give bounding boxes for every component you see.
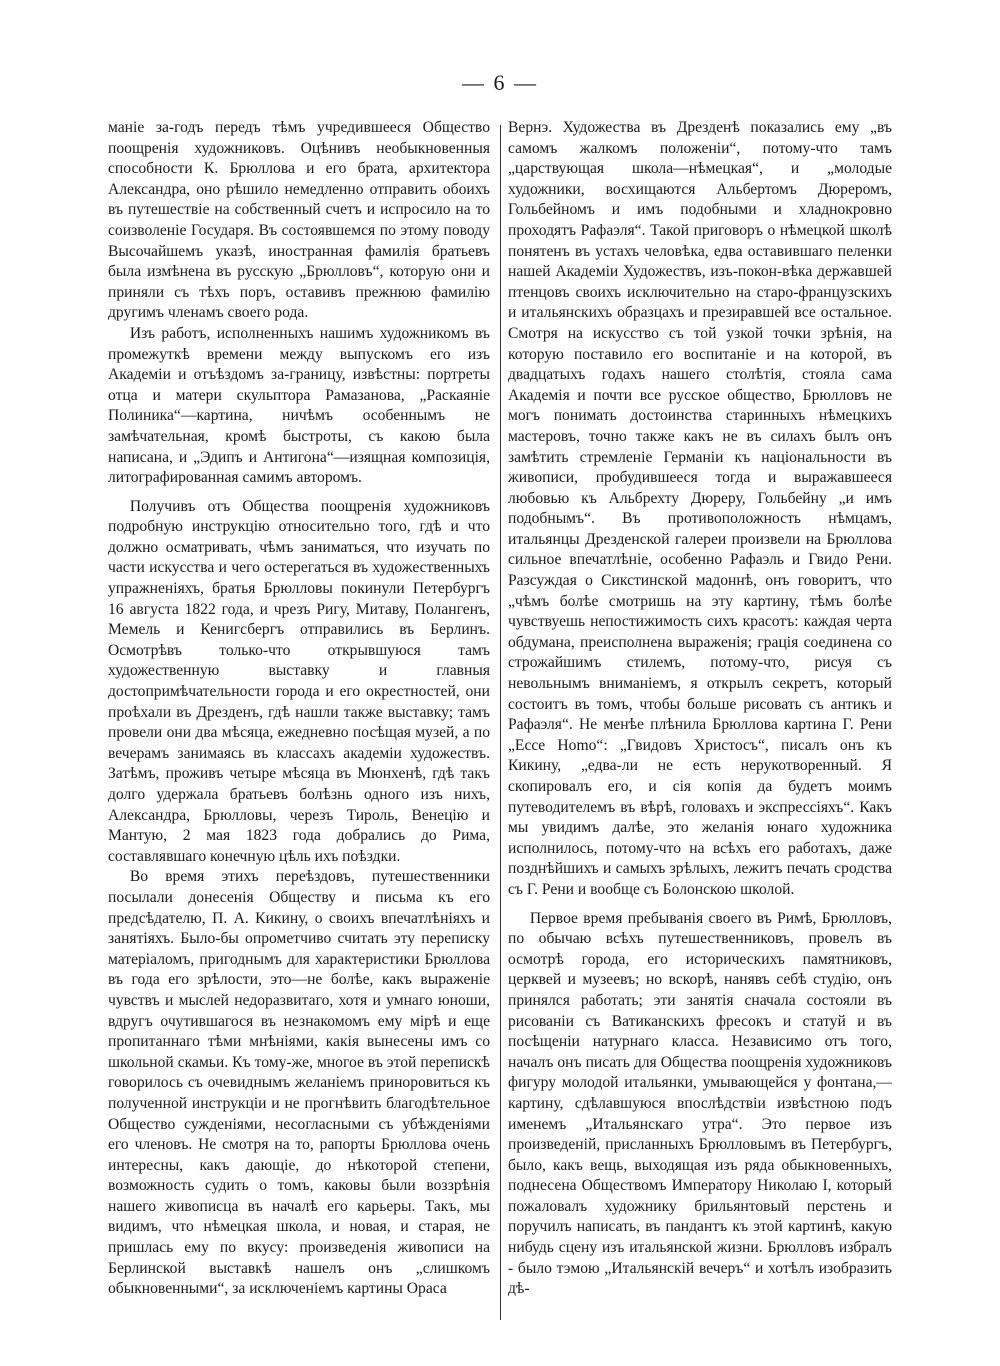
- page-number: — 6 —: [462, 70, 538, 95]
- left-paragraph-4: Во время этихъ переѣздовъ, путешественники посылали донесенія Обществу и письма къ его предсѣдателю, П. А. Кикину, о своихъ впечатлѣніяхъ и занятіяхъ. Было-бы опрометчиво считать эту переписку матеріаломъ, пригоднымъ для характеристики Брюллова въ года его зрѣлости, это—не болѣе, какъ выраженіе чувствъ и мыслей недоразвитаго, хотя и умнаго юноши, вдругъ очутившагося въ незнакомомъ ему мірѣ и еще пропитаннаго тѣми мнѣніями, какія вынесены имъ со школьной скамьи. Къ тому-же, многое въ этой перепискѣ говорилось съ очевиднымъ желаніемъ приноровиться къ полученной инструкціи и не прогнѣвить благодѣтельное Общество сужденіями, несогласными съ убѣжденіями его членовъ. Не смотря на то, рапорты Брюллова очень интересны, какъ дающіе, до нѣкоторой степени, возможность судить о томъ, каковы были воззрѣнія нашего живописца въ началѣ его карьеры. Такъ, мы видимъ, что нѣмецкая школа, и новая, и старая, не пришлась ему по вкусу: произведенія живописи на Берлинской выставкѣ нашелъ онъ „слишкомъ обыкновенными“, за исключеніемъ картины Ораса: [108, 868, 490, 1298]
- left-column: [108, 118, 490, 1318]
- right-paragraph-2: Первое время пребыванія своего въ Римѣ, Брюлловъ, по обычаю всѣхъ путешественниковъ, провелъ въ осмотрѣ города, его историческихъ памятниковъ, церквей и музеевъ; но вскорѣ, нанявъ себѣ студію, онъ принялся работать; эти занятія сначала состояли въ рисованіи съ Ватиканскихъ фресокъ и статуй и въ посѣщеніи натурнаго класса. Независимо отъ того, началъ онъ писать для Общества поощренія художниковъ фигуру молодой итальянки, умывающейся у фонтана,—картину, сдѣлавшуюся впослѣдствіи извѣстною подъ именемъ „Итальянскаго утра“. Это первое изъ произведеній, присланныхъ Брюлловымъ въ Петербургъ, было, какъ вещь, выходящая изъ ряда обыкновенныхъ, поднесена Обществомъ Императору Николаю I, который пожаловалъ художнику брильянтовый перстень и поручилъ написать, въ пандантъ къ этой картинѣ, какую нибудь сцену изъ итальянской жизни. Брюлловъ избралъ - было тэмою „Итальянскій вечеръ“ и хотѣлъ изобразить дѣ-: [508, 909, 892, 1298]
- column-divider: [500, 125, 501, 1320]
- left-paragraph-3: Получивъ отъ Общества поощренія художниковъ подробную инструкцію относительно того, гдѣ и что должно осматривать, чѣмъ заниматься, что изучать по части искусства и чего остерегаться въ художественныхъ упражненіяхъ, братья Брюлловы покинули Петербургъ 16 августа 1822 года, и чрезъ Ригу, Митаву, Полангенъ, Мемель и Кенигсбергъ отправились въ Берлинъ. Осмотрѣвъ только-что открывшуюся тамъ художественную выставку и главныя достопримѣчательности города и его окрестностей, они проѣхали въ Дрезденъ, гдѣ нашли также выставку; тамъ провели они два мѣсяца, ежедневно посѣщая музей, а по вечерамъ занимаясь въ классахъ академіи художествъ. Затѣмъ, проживъ четыре мѣсяца въ Мюнхенѣ, гдѣ такъ долго удержала братьевъ болѣзнь одного изъ нихъ, Александра, Брюлловы, черезъ Тироль, Венецію и Мантую, 2 мая 1823 года добрались до Рима, составлявшаго конечную цѣль ихъ поѣздки.: [108, 497, 490, 865]
- right-paragraph-1: Вернэ. Художества въ Дрезденѣ показались ему „въ самомъ жалкомъ положеніи“, потому-что тамъ „царствующая школа—нѣмецкая“, и „молодые художники, восхищаются Альбертомъ Дюреромъ, Гольбейномъ и имъ подобными и хладнокровно проходятъ Рафаэля“. Такой приговоръ о нѣмецкой школѣ понятенъ въ устахъ человѣка, едва оставившаго пеленки нашей Академіи Художествъ, изъ-покон-вѣка державшей птенцовъ своихъ исключительно на старо-французскихъ и итальянскихъ образцахъ и презиравшей все остальное. Смотря на искусство съ той узкой точки зрѣнія, на которую поставило его воспитаніе и на которой, въ двадцатыхъ годахъ нашего столѣтія, стояла сама Академія и почти все русское общество, Брюлловъ не могъ понимать достоинства старинныхъ нѣмецкихъ мастеровъ, точно также какъ не въ силахъ былъ онъ замѣтить стремленіе Германіи къ національности въ живописи, пробудившееся тогда и выражавшееся любовью къ Альбрехту Дюреру, Гольбейну „и имъ подобнымъ“. Въ противоположность нѣмцамъ, итальянцы Дрезденской галереи произвели на Брюллова сильное впечатлѣніе, особенно Рафаэль и Гвидо Рени. Разсуждая о Сикстинской мадоннѣ, онъ говоритъ, что „чѣмъ болѣе смотришь на эту картину, тѣмъ болѣе чувствуешь непостижимость сихъ красотъ: каждая черта обдумана, преисполнена выраженія; грація соединена со строжайшимъ стилемъ, потому-что, рисуя съ невольнымъ вниманіемъ, я открылъ секретъ, который состоитъ въ томъ, чтобы больше рисовать съ антикъ и Рафаэля“. Не менѣе плѣнила Брюллова картина Г. Рени „Ecce Homo“: „Гвидовъ Христосъ“, писалъ онъ къ Кикину, „едва-ли не есть нерукотворенный. Я скопировалъ его, и сія копія да будетъ моимъ путеводителемъ въ вѣрѣ, головахъ и экспрессіяхъ“. Какъ мы увидимъ далѣе, это желанія юнаго художника исполнилось, потому-что на всѣхъ его работахъ, даже позднѣйшихъ и самыхъ зрѣлыхъ, лежитъ печать сродства съ Г. Рени и вообще съ Болонскою школой.: [508, 119, 892, 898]
- left-paragraph-2: Изъ работъ, исполненныхъ нашимъ художникомъ въ промежуткѣ времени между выпускомъ его изъ Академіи и отъѣздомъ за-границу, извѣстны: портреты отца и матери скульптора Рамазанова, „Раскаяніе Полиника“—картина, ничѣмъ особеннымъ не замѣчательная, кромѣ быстроты, съ какою была написана, и „Эдипъ и Антигона“—изящная композиція, литографированная самимъ авторомъ.: [108, 324, 490, 487]
- right-column: [508, 118, 892, 1318]
- left-paragraph-1: маніе за-годъ передъ тѣмъ учредившееся Общество поощренія художниковъ. Оцѣнивъ необыкновенныя способности К. Брюллова и его брата, архитектора Александра, оно рѣшило немедленно отправить обоихъ въ путешествіе на собственный счетъ и испросило на то соизволеніе Государя. Въ состоявшемся по этому поводу Высочайшемъ указѣ, иностранная фамилія братьевъ была измѣнена въ русскую „Брюлловъ“, которую они и приняли съ тѣхъ поръ, оставивъ прежнюю фамилію другимъ членамъ своего рода.: [108, 119, 490, 322]
